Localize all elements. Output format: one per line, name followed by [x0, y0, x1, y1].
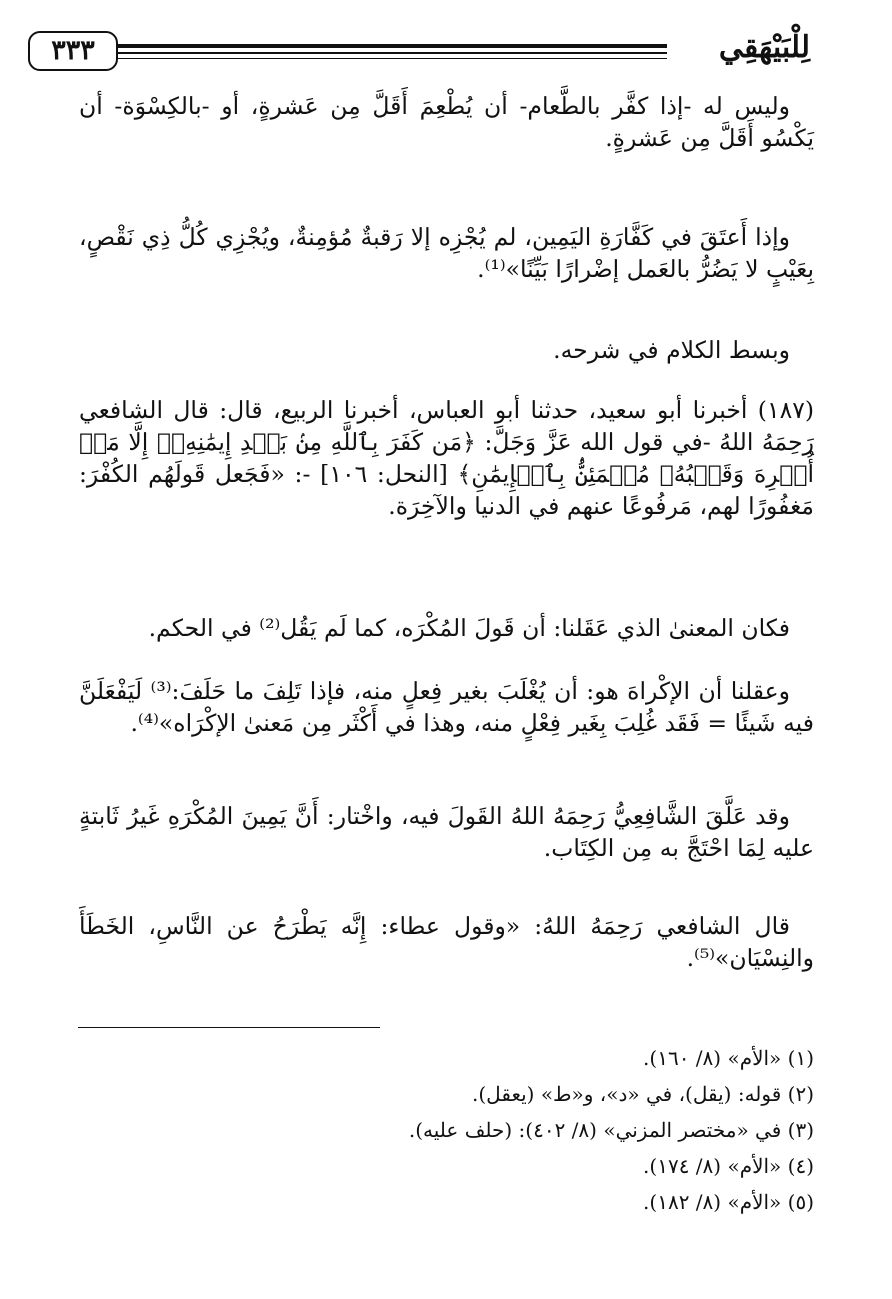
- paragraph-text: قال الشافعي رَحِمَهُ اللهُ: «وقول عطاء: إِنَّه يَطْرَحُ عن النَّاسِ، الخَطَأَ والنِسْيَان»⁽⁵⁾.: [79, 912, 814, 972]
- paragraph: [79, 90, 814, 154]
- paragraph-text: وقد عَلَّقَ الشَّافِعِيُّ رَحِمَهُ اللهُ القَولَ فيه، واخْتار: أَنَّ يَمِينَ المُكْرَهِ غَيرُ ثَابتةٍ عليه لِمَا احْتَجَّ به مِن الكِتَاب.: [79, 802, 814, 862]
- footnote: (٥) «الأم» (٨/ ١٨٢).: [643, 1190, 814, 1214]
- footnotes: [74, 1040, 814, 1220]
- paragraph: [79, 394, 814, 522]
- paragraph-text: (١٨٧) أخبرنا أبو سعيد، حدثنا أبو العباس، أخبرنا الربيع، قال: قال الشافعي رَحِمَهُ اللهُ -في قول الله عَزَّ وَجَلَّ: ﴿مَن كَفَرَ بِٱللَّهِ مِنۢ بَعۡدِ إِيمَٰنِهِۦٓ إِلَّا مَنۡ أُكۡرِهَ وَقَلۡبُهُۥ مُطۡمَئِنُّۢ بِٱلۡإِيمَٰنِ﴾ [النحل: ١٠٦] -: «فَجَعل قَولَهُم الكُفْرَ: مَغفُورًا لهم، مَرفُوعًا عنهم في الدنيا والآخِرَة.: [79, 396, 814, 520]
- running-title: لِلْبَيْهَقِي: [718, 30, 810, 65]
- paragraph: [79, 675, 814, 739]
- paragraph-text: وإذا أَعتَقَ في كَفَّارَةِ اليَمِين، لم يُجْزِه إلا رَقبةٌ مُؤمِنةٌ، ويُجْزِي كُلُّ ذِي نَقْصٍ، بِعَيْبٍ لا يَضُرُّ بالعَمل إضْرارًا بَيِّنًا»⁽¹⁾.: [79, 223, 814, 283]
- page-number: ٣٣٣: [28, 31, 118, 71]
- paragraph-text: وعقلنا أن الإكْراهَ هو: أن يُغْلَبَ بغير فِعلٍ منه، فإذا تَلِفَ ما حَلَفَ:⁽³⁾ لَيَفْعَلَنَّ فيه شَيئًا = فَقَد غُلِبَ بِغَير فِعْلٍ منه، وهذا في أَكْثَر مِن مَعنىٰ الإكْرَاه»⁽⁴⁾.: [79, 677, 814, 737]
- paragraph: [79, 800, 814, 864]
- header-rule: [112, 58, 667, 59]
- footnote: (١) «الأم» (٨/ ١٦٠).: [643, 1046, 814, 1070]
- footnote: (٤) «الأم» (٨/ ١٧٤).: [643, 1154, 814, 1178]
- paragraph-text: وبسط الكلام في شرحه.: [553, 336, 790, 364]
- header-rule: [112, 44, 667, 48]
- footnote: (٢) قوله: (يقل)، في «د»، و«ط» (يعقل).: [472, 1082, 814, 1106]
- header-rule: [112, 52, 667, 54]
- paragraph: [79, 910, 814, 974]
- footnote: (٣) في «مختصر المزني» (٨/ ٤٠٢): (حلف عليه).: [408, 1118, 814, 1142]
- paragraph-text: وليس له -إذا كفَّر بالطَّعام- أن يُطْعِمَ أَقَلَّ مِن عَشرةٍ، أو -بالكِسْوَة- أن يَكْسُو أَقَلَّ مِن عَشرةٍ.: [79, 92, 814, 152]
- paragraph-text: فكان المعنىٰ الذي عَقَلنا: أن قَولَ المُكْرَه، كما لَم يَقُل⁽²⁾ في الحكم.: [148, 614, 790, 642]
- paragraph: [79, 221, 814, 285]
- paragraph: [79, 334, 814, 366]
- footnote-separator: [78, 1027, 380, 1028]
- paragraph: [79, 612, 814, 644]
